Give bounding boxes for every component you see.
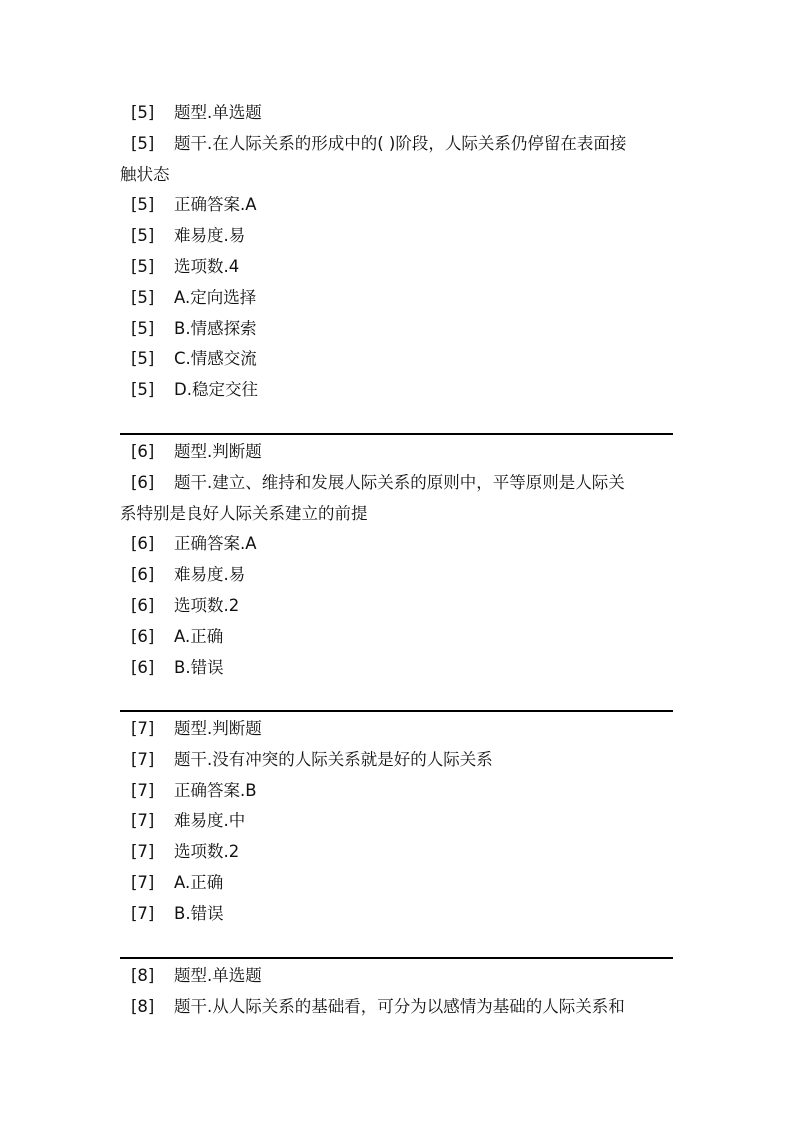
- question-option-text: D.稳定交往: [174, 380, 258, 400]
- question-option-text: B.情感探索: [174, 318, 257, 338]
- question-difficulty-text: 难易度.易: [174, 226, 246, 246]
- question-tag: [7]: [131, 842, 155, 862]
- question-tag: [8]: [131, 996, 155, 1016]
- question-tag: [5]: [131, 195, 155, 215]
- question-tag: [7]: [131, 903, 155, 923]
- question-option-count-text: 选项数.4: [174, 256, 240, 276]
- question-option: [120, 899, 673, 930]
- question-option: [120, 868, 673, 899]
- section-divider: [120, 433, 673, 435]
- question-difficulty: [120, 560, 673, 591]
- question-stem-line1: 题干.从人际关系的基础看，可分为以感情为基础的人际关系和: [174, 996, 625, 1016]
- question-answer: [120, 529, 673, 560]
- question-tag: [6]: [131, 595, 155, 615]
- question-option: [120, 283, 673, 314]
- section-divider: [120, 957, 673, 959]
- question-tag: [7]: [131, 872, 155, 892]
- question-stem: [120, 745, 673, 776]
- question-answer: [120, 190, 673, 221]
- question-tag: [5]: [131, 133, 155, 153]
- question-block-5: [120, 98, 673, 406]
- question-tag: [5]: [131, 349, 155, 369]
- question-difficulty: [120, 806, 673, 837]
- question-type-text: 题型.判断题: [174, 719, 262, 738]
- question-option-text: C.情感交流: [174, 349, 257, 369]
- question-tag: [8]: [131, 966, 155, 985]
- question-tag: [7]: [131, 719, 155, 738]
- question-tag: [5]: [131, 287, 155, 307]
- question-option: [120, 622, 673, 653]
- question-option-text: A.定向选择: [174, 287, 257, 307]
- question-answer-text: 正确答案.B: [174, 780, 257, 800]
- question-option-count-text: 选项数.2: [174, 595, 240, 615]
- question-type: [120, 437, 673, 468]
- question-stem: [120, 129, 673, 191]
- question-option-text: B.错误: [174, 657, 224, 677]
- question-block-7: [120, 714, 673, 930]
- question-difficulty: [120, 221, 673, 252]
- question-type: [120, 714, 673, 745]
- question-tag: [5]: [131, 103, 155, 122]
- question-stem-line1: 题干.没有冲突的人际关系就是好的人际关系: [174, 749, 493, 769]
- question-answer-text: 正确答案.A: [174, 534, 257, 554]
- question-tag: [6]: [131, 657, 155, 677]
- question-tag: [6]: [131, 442, 155, 461]
- question-option-count-text: 选项数.2: [174, 842, 240, 862]
- question-tag: [6]: [131, 565, 155, 585]
- question-answer-text: 正确答案.A: [174, 195, 257, 215]
- question-block-6: [120, 437, 673, 683]
- question-stem-line2: 系特别是良好人际关系建立的前提: [120, 503, 368, 523]
- question-tag: [5]: [131, 256, 155, 276]
- question-tag: [5]: [131, 226, 155, 246]
- question-type-text: 题型.判断题: [174, 442, 262, 461]
- question-tag: [6]: [131, 534, 155, 554]
- question-tag: [6]: [131, 626, 155, 646]
- question-option: [120, 344, 673, 375]
- question-difficulty-text: 难易度.易: [174, 565, 246, 585]
- question-answer: [120, 776, 673, 807]
- question-stem-line1: 题干.建立、维持和发展人际关系的原则中，平等原则是人际关: [174, 472, 625, 492]
- question-tag: [6]: [131, 472, 155, 492]
- question-option-text: B.错误: [174, 903, 224, 923]
- question-option: [120, 314, 673, 345]
- question-option: [120, 375, 673, 406]
- question-type: [120, 98, 673, 129]
- question-type-text: 题型.单选题: [174, 966, 262, 985]
- section-divider: [120, 710, 673, 712]
- question-tag: [5]: [131, 318, 155, 338]
- question-type-text: 题型.单选题: [174, 103, 262, 122]
- question-tag: [5]: [131, 380, 155, 400]
- question-type: [120, 961, 673, 992]
- question-stem: [120, 468, 673, 530]
- question-option-text: A.正确: [174, 626, 224, 646]
- question-block-8: [120, 961, 673, 1023]
- question-stem-line1: 题干.在人际关系的形成中的( )阶段，人际关系仍停留在表面接: [174, 133, 627, 153]
- question-tag: [7]: [131, 811, 155, 831]
- question-option: [120, 653, 673, 684]
- question-difficulty-text: 难易度.中: [174, 811, 246, 831]
- question-tag: [7]: [131, 780, 155, 800]
- question-option-count: [120, 252, 673, 283]
- question-tag: [7]: [131, 749, 155, 769]
- question-stem: [120, 992, 673, 1023]
- question-option-count: [120, 591, 673, 622]
- question-stem-line2: 触状态: [120, 164, 170, 184]
- question-option-text: A.正确: [174, 872, 224, 892]
- question-option-count: [120, 837, 673, 868]
